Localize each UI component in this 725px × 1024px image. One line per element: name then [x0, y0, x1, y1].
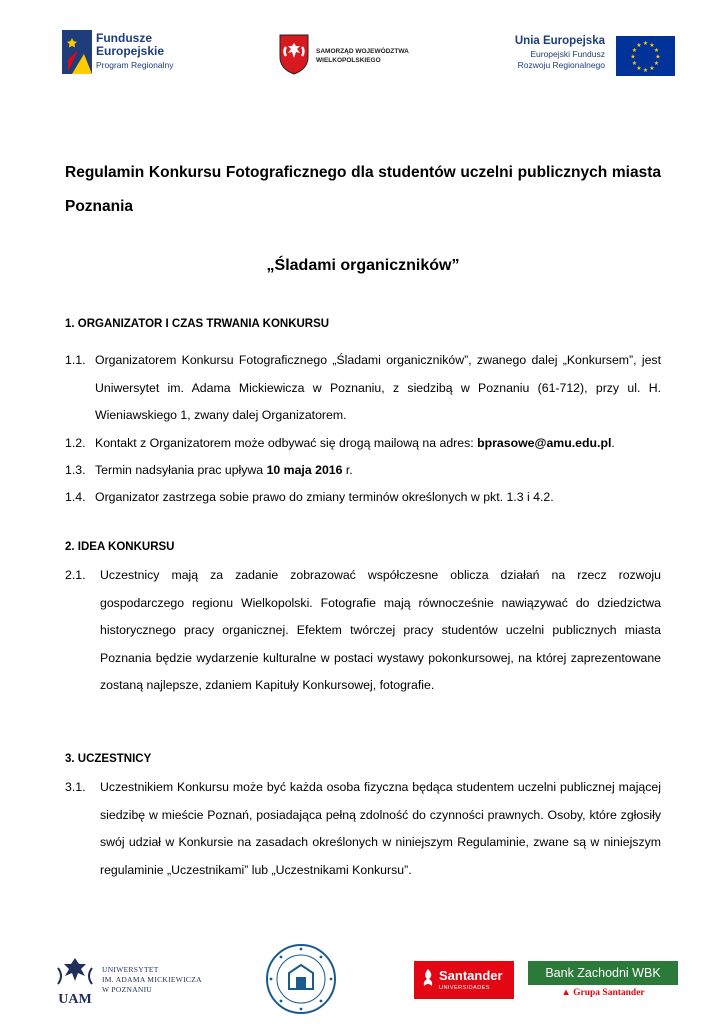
svg-text:★: ★ — [655, 53, 661, 61]
santander-flame-small-icon: ▲ — [561, 988, 574, 998]
santander-sub: UNIVERSIDADES — [439, 985, 490, 991]
section-1-heading: 1. ORGANIZATOR I CZAS TRWANIA KONKURSU — [65, 318, 330, 330]
fundusze-europejskie-emblem-icon — [62, 30, 92, 74]
ue-line3: Rozwoju Regionalnego — [517, 60, 605, 70]
paragraph-text-main: Kontakt z Organizatorem może odbywać się drogą mailową na adres: — [95, 436, 478, 450]
ue-line2: Europejski Fundusz — [530, 49, 605, 59]
paragraph-number: 1.2. — [65, 436, 86, 450]
paragraph-1-2 — [65, 430, 661, 458]
paragraph-number: 1.1. — [65, 353, 86, 367]
svg-text:★: ★ — [636, 42, 642, 49]
unia-europejska-logo — [505, 36, 675, 78]
paragraph-text — [95, 457, 661, 485]
paragraph-3-1 — [65, 774, 661, 884]
paragraph-2-1 — [65, 562, 661, 700]
paragraph-text: Organizator zastrzega sobie prawo do zmiany terminów określonych w pkt. 1.3 i 4.2. — [95, 490, 554, 504]
bzwbk-sub: Grupa Santander — [573, 988, 645, 998]
svg-text:★: ★ — [653, 60, 660, 67]
bzwbk-banner — [528, 961, 678, 985]
politechnika-poznanska-seal — [265, 943, 337, 1015]
eu-flag-icon — [616, 36, 675, 76]
fundusze-europejskie-text — [96, 32, 173, 72]
paragraph-text-end: . — [611, 436, 615, 450]
paragraph-number: 1.4. — [65, 490, 86, 504]
svg-text:★: ★ — [649, 65, 655, 72]
eagle-shield-icon — [278, 33, 310, 75]
paragraph-text — [95, 430, 661, 458]
svg-text:★: ★ — [642, 67, 649, 74]
bank-zachodni-wbk-logo — [528, 961, 678, 999]
paragraph-text-main: Termin nadsyłania prac upływa — [95, 463, 267, 477]
svg-text:★: ★ — [636, 65, 642, 72]
paragraph-number: 3.1. — [65, 780, 86, 794]
uam-text — [102, 965, 202, 995]
fe-line2: Europejskie — [96, 44, 165, 58]
svg-text:UAM: UAM — [58, 992, 92, 1006]
samorzad-text — [316, 47, 409, 65]
bzwbk-name: Bank Zachodni WBK — [545, 966, 661, 980]
bzwbk-subline — [528, 987, 678, 999]
contact-email: bprasowe@amu.edu.pl — [477, 436, 612, 450]
samorzad-wojewodztwa-logo — [278, 33, 428, 78]
paragraph-1-4 — [65, 484, 661, 512]
document-subtitle: „Śladami organiczników” — [266, 257, 460, 274]
ue-line1: Unia Europejska — [514, 35, 605, 47]
wlkp-line2: WIELKOPOLSKIEGO — [316, 57, 381, 64]
santander-flame-icon — [420, 969, 436, 989]
paragraph-number: 1.3. — [65, 463, 86, 477]
santander-universidades-logo — [414, 961, 514, 999]
santander-name: Santander — [439, 968, 503, 983]
fe-line3: Program Regionalny — [96, 60, 174, 70]
svg-text:★: ★ — [631, 60, 638, 67]
uam-line1: UNIWERSYTET — [102, 965, 159, 974]
paragraph-number: 2.1. — [65, 568, 86, 582]
paragraph-text: Organizatorem Konkursu Fotograficznego „Śladami organiczników”, zwanego dalej „Konkursem”, jest Uniwersytet im. Adama Mickiewicza w Poznaniu, z siedzibą w Poznaniu (61-712), przy ul. H. Wieniawskiego 1, zwany dalej Organizatorem. — [95, 353, 661, 422]
uam-line3: W POZNANIU — [102, 985, 153, 994]
svg-text:★: ★ — [642, 40, 649, 47]
uam-crest-icon — [54, 954, 96, 1006]
paragraph-text-end: r. — [342, 463, 353, 477]
uam-line2: IM. ADAMA MICKIEWICZA — [102, 975, 202, 984]
fundusze-europejskie-logo — [62, 30, 192, 80]
section-3-heading: 3. UCZESTNICY — [65, 753, 152, 765]
deadline-date: 10 maja 2016 — [266, 463, 343, 477]
paragraph-1-3 — [65, 457, 661, 485]
unia-europejska-text — [505, 36, 605, 71]
politechnika-poznanska-seal-icon — [265, 943, 337, 1015]
paragraph-text: Uczestnicy mają za zadanie zobrazować współczesne oblicza działań na rzecz rozwoju gospodarczego regionu Wielkopolski. Fotografie mają równocześnie nawiązywać do dziedzictwa historycznego pracy organicznej. Efektem twórczej pracy studentów uczelni publicznych miasta Poznania będzie wydarzenie kulturalne w postaci wystawy pokonkursowej, na której zaprezentowane zostaną najlepsze, zdaniem Kapituły Konkursowej, fotografie. — [100, 568, 661, 692]
paragraph-1-1 — [65, 347, 661, 430]
fe-line1: Fundusze — [96, 31, 152, 45]
document-title: Regulamin Konkursu Fotograficznego dla studentów uczelni publicznych miasta Poznania — [65, 164, 661, 215]
svg-text:★: ★ — [630, 53, 636, 61]
section-2-heading: 2. IDEA KONKURSU — [65, 541, 175, 553]
svg-text:★: ★ — [631, 47, 638, 54]
svg-text:★: ★ — [649, 42, 655, 49]
uam-logo — [54, 954, 204, 1006]
svg-text:★: ★ — [653, 47, 660, 54]
wlkp-line1: SAMORZĄD WOJEWÓDZTWA — [316, 48, 409, 55]
paragraph-text: Uczestnikiem Konkursu może być każda osoba fizyczna będąca studentem uczelni publicznej mającej siedzibę w mieście Poznań, posiadająca pełną zdolność do czynności prawnych. Osoby, które zgłosiły swój udział w Konkursie na zasadach określonych w niniejszym Regulaminie, zwane są w niniejszym regulaminie „Uczestnikami” lub „Uczestnikami Konkursu”. — [100, 780, 661, 877]
